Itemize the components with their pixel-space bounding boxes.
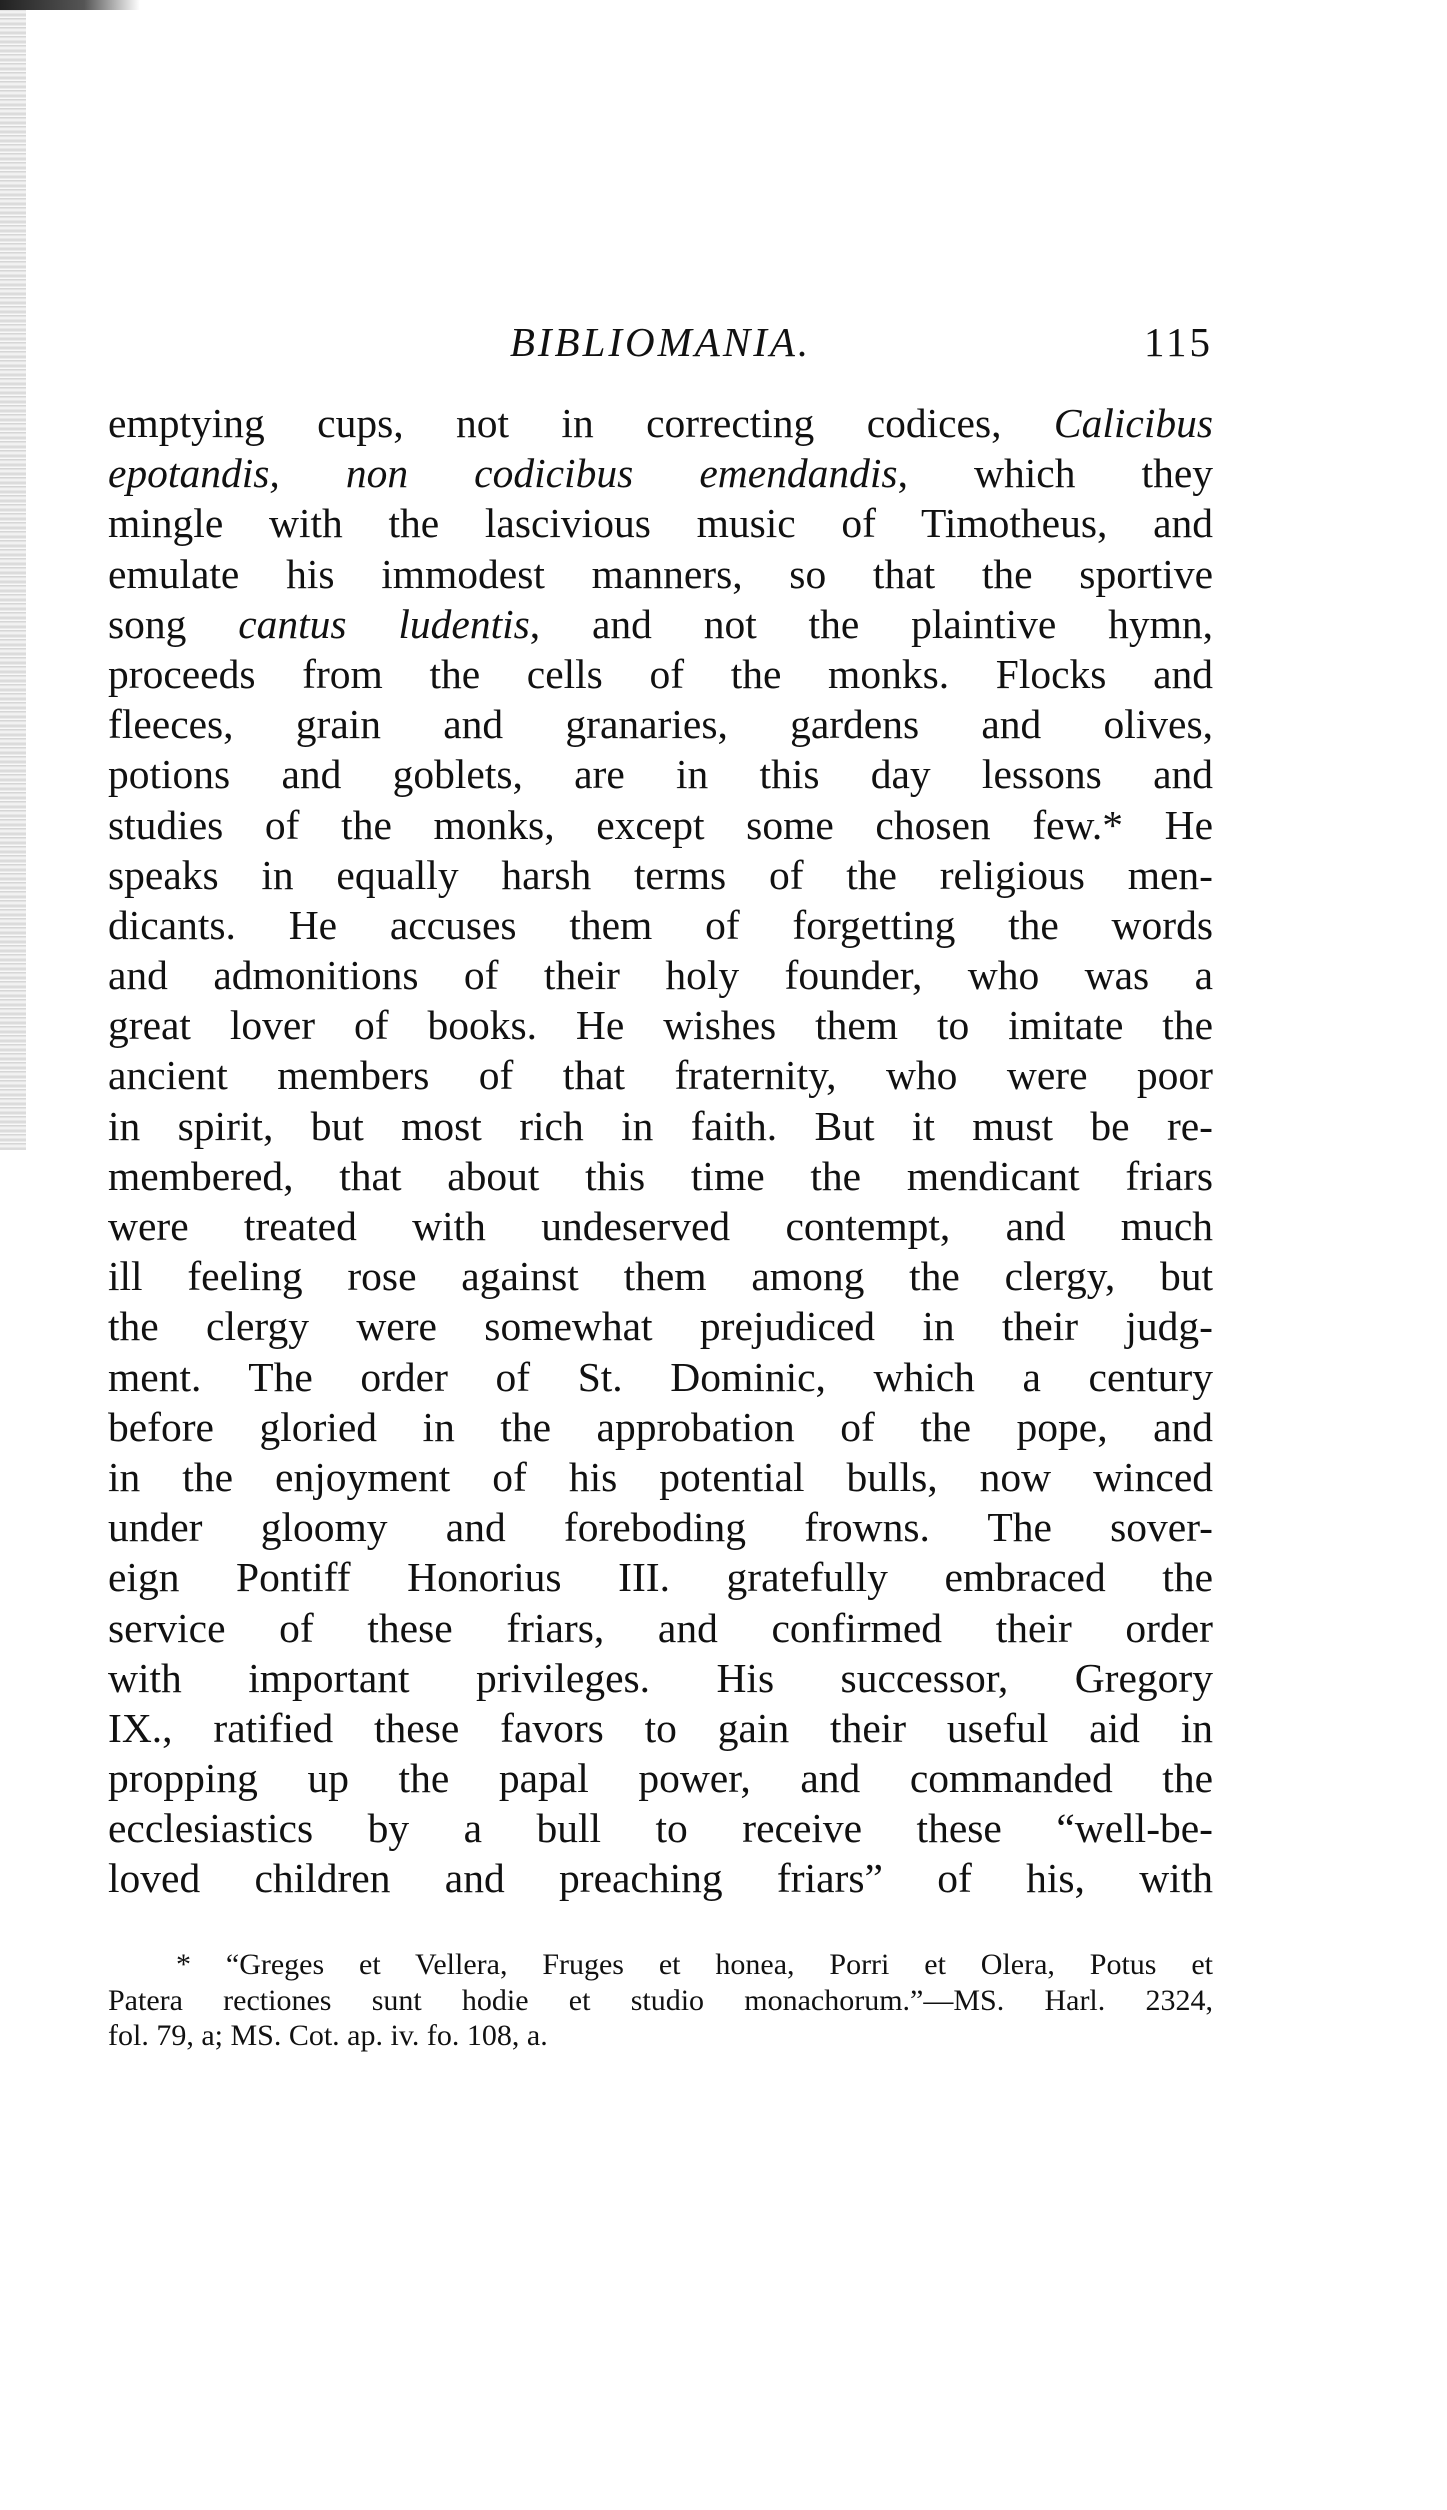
text-line bbox=[108, 900, 1213, 950]
text-run: the clergy were somewhat prejudiced in their judg- bbox=[108, 1303, 1213, 1350]
text-line bbox=[108, 1552, 1213, 1602]
top-edge-mark bbox=[0, 0, 140, 10]
text-line bbox=[108, 1000, 1213, 1050]
text-run: great lover of books. He wishes them to imitate the bbox=[108, 1002, 1213, 1049]
text-line bbox=[108, 549, 1213, 599]
text-line bbox=[108, 800, 1213, 850]
text-run: speaks in equally harsh terms of the religious men- bbox=[108, 851, 1213, 898]
text-line bbox=[108, 599, 1213, 649]
text-run: emulate his immodest manners, so that the sportive bbox=[108, 550, 1213, 597]
text-run: ecclesiastics by a bull to receive these “well-be- bbox=[108, 1805, 1213, 1852]
italic-phrase: Calicibus bbox=[1053, 400, 1213, 446]
running-head bbox=[108, 312, 1213, 372]
body-text bbox=[108, 398, 1213, 1904]
text-run: in spirit, but most rich in faith. But it must be re- bbox=[108, 1102, 1213, 1149]
footnote-line: fol. 79, a; MS. Cot. ap. iv. fo. 108, a. bbox=[108, 2019, 548, 2052]
text-line bbox=[108, 1050, 1213, 1100]
text-line bbox=[108, 1151, 1213, 1201]
text-run: before gloried in the approbation of the pope, and bbox=[108, 1403, 1213, 1450]
text-run: with important privileges. His successor, Gregory bbox=[108, 1654, 1213, 1701]
text-run: potions and goblets, are in this day lessons and bbox=[108, 751, 1213, 798]
text-run: dicants. He accuses them of forgetting the words bbox=[108, 901, 1213, 948]
text-line bbox=[108, 1502, 1213, 1552]
text-run: service of these friars, and confirmed their order bbox=[108, 1604, 1213, 1651]
text-line bbox=[108, 1402, 1213, 1452]
text-run: ment. The order of St. Dominic, which a century bbox=[108, 1353, 1213, 1400]
text-line bbox=[108, 498, 1213, 548]
text-line bbox=[108, 1301, 1213, 1351]
text-line bbox=[108, 1703, 1213, 1753]
text-line bbox=[108, 699, 1213, 749]
italic-phrase: cantus ludentis bbox=[238, 600, 530, 647]
text-line bbox=[108, 950, 1213, 1000]
text-run: ancient members of that fraternity, who were poor bbox=[108, 1052, 1213, 1099]
text-line bbox=[108, 1853, 1213, 1903]
footnote bbox=[108, 1947, 1213, 2054]
text-line bbox=[108, 1352, 1213, 1402]
text-line bbox=[108, 1803, 1213, 1853]
text-line bbox=[108, 850, 1213, 900]
text-run: song bbox=[108, 600, 239, 647]
text-line bbox=[108, 448, 1213, 498]
footnote-line: * “Greges et Vellera, Fruges et honea, Porri et Olera, Potus et bbox=[176, 1948, 1213, 1981]
text-run: and admonitions of their holy founder, who was a bbox=[108, 952, 1213, 999]
text-run: under gloomy and foreboding frowns. The sover- bbox=[108, 1504, 1213, 1551]
text-run: IX., ratified these favors to gain their useful aid in bbox=[108, 1704, 1213, 1751]
text-line bbox=[108, 1101, 1213, 1151]
text-run: , and not the plaintive hymn, bbox=[529, 600, 1213, 647]
footnote-line: Patera rectiones sunt hodie et studio monachorum.”—MS. Harl. 2324, bbox=[108, 1983, 1213, 2017]
running-title: BIBLIOMANIA. bbox=[509, 319, 812, 365]
text-line bbox=[108, 1753, 1213, 1803]
text-run: loved children and preaching friars” of his, with bbox=[108, 1855, 1213, 1902]
text-run: mingle with the lascivious music of Timotheus, and bbox=[108, 500, 1213, 547]
text-run: in the enjoyment of his potential bulls, now winced bbox=[108, 1453, 1213, 1500]
text-line bbox=[108, 1251, 1213, 1301]
text-run: , which they bbox=[897, 450, 1214, 497]
text-line bbox=[108, 1603, 1213, 1653]
text-line bbox=[108, 1653, 1213, 1703]
text-run: proceeds from the cells of the monks. Flocks and bbox=[108, 650, 1213, 697]
text-run: fleeces, grain and granaries, gardens and olives, bbox=[108, 701, 1213, 748]
text-line bbox=[108, 749, 1213, 799]
text-run: ill feeling rose against them among the clergy, but bbox=[108, 1253, 1213, 1300]
text-run: emptying cups, not in correcting codices, bbox=[108, 400, 1054, 446]
text-line bbox=[108, 649, 1213, 699]
text-run: eign Pontiff Honorius III. gratefully embraced the bbox=[108, 1554, 1213, 1601]
text-run: were treated with undeserved contempt, and much bbox=[108, 1203, 1213, 1249]
italic-phrase: epotandis, non codicibus emendandis bbox=[108, 450, 898, 497]
text-line bbox=[108, 1201, 1213, 1251]
text-run: propping up the papal power, and commanded the bbox=[108, 1755, 1213, 1802]
binding-edge-shadow bbox=[0, 0, 26, 1150]
text-line bbox=[108, 398, 1213, 448]
page-number: 115 bbox=[1144, 319, 1213, 365]
text-line bbox=[108, 1452, 1213, 1502]
text-run: studies of the monks, except some chosen few.* He bbox=[108, 801, 1213, 848]
text-run: membered, that about this time the mendicant friars bbox=[108, 1152, 1213, 1199]
